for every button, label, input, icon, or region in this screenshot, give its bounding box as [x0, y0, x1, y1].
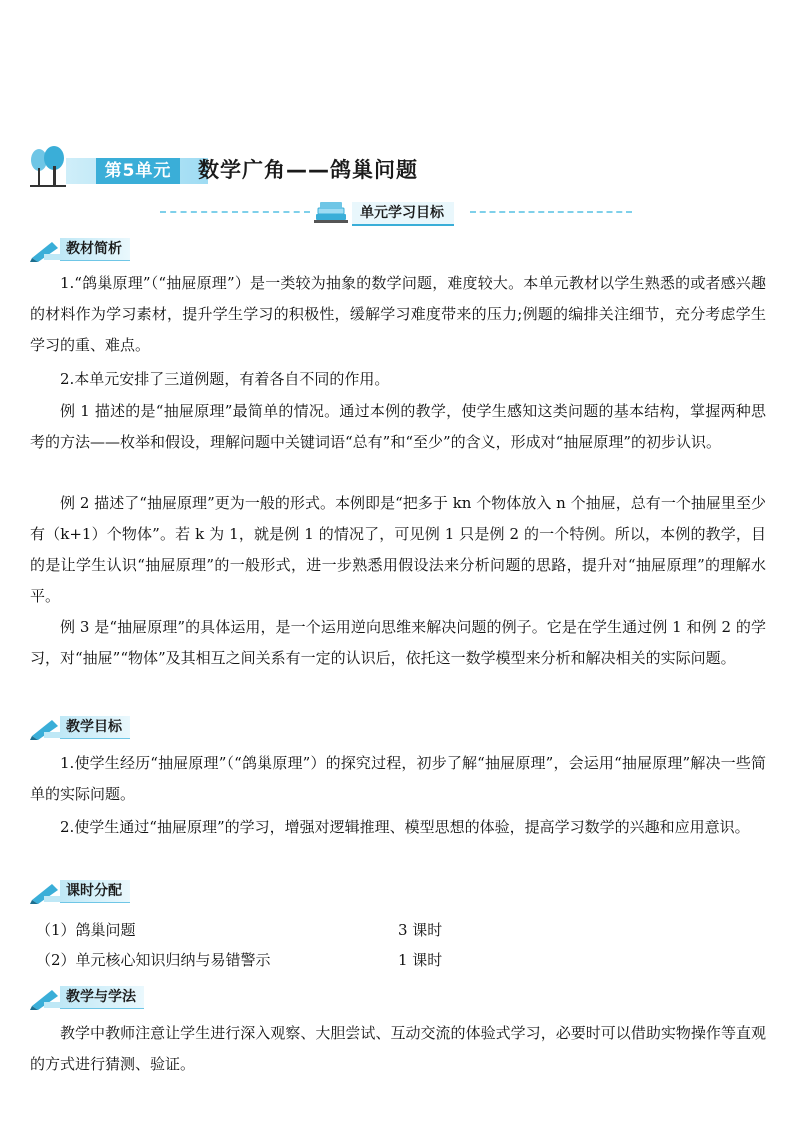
section-label: 教学与学法	[60, 986, 144, 1009]
section-label: 课时分配	[60, 880, 130, 903]
section-label: 教学目标	[60, 716, 130, 739]
section-tag-analysis	[30, 234, 160, 264]
divider	[470, 211, 632, 213]
unit-title: 数学广角——鸽巢问题	[198, 158, 418, 182]
pencil-icon	[30, 238, 64, 262]
section-label: 教材简析	[60, 238, 130, 261]
divider	[160, 211, 310, 213]
unit-badge	[66, 158, 208, 184]
paragraph: 例 1 描述的是“抽屉原理”最简单的情况。通过本例的教学，使学生感知这类问题的基本结构，掌握两种思考的方法——枚举和假设，理解问题中关键词语“总有”和“至少”的含义，形成对“抽屉原理”的初步认识。	[30, 402, 766, 451]
unit-header	[30, 146, 650, 190]
pencil-icon	[30, 880, 64, 904]
schedule-row-hours: 3 课时	[398, 921, 443, 939]
objectives-banner	[160, 198, 632, 228]
paragraph: 2.使学生通过“抽屉原理”的学习，增强对逻辑推理、模型思想的体验，提高学习数学的兴趣和应用意识。	[60, 818, 750, 836]
unit-number: 第5单元	[96, 158, 180, 184]
paragraph: 教学中教师注意让学生进行深入观察、大胆尝试、互动交流的体验式学习，必要时可以借助实物操作等直观的方式进行猜测、验证。	[30, 1024, 766, 1073]
tree-icon	[30, 146, 66, 188]
schedule-row-hours: 1 课时	[398, 951, 443, 969]
schedule-row-item: （2）单元核心知识归纳与易错警示	[36, 951, 271, 969]
section-tag-method	[30, 982, 160, 1012]
paragraph: 2.本单元安排了三道例题，有着各自不同的作用。	[60, 370, 390, 388]
paragraph: 例 2 描述了“抽屉原理”更为一般的形式。本例即是“把多于 kn 个物体放入 n 个抽屉，总有一个抽屉里至少有（k+1）个物体”。若 k 为 1，就是例 1 的情况了，可见例 1 只是例 2 的一个特例。所以，本例的教学，目的是让学生认识“抽屉原理”的一般形式，进一步熟悉用假设法来分析问题的思路，提升对“抽屉原理”的理解水平。	[30, 494, 766, 605]
pencil-icon	[30, 986, 64, 1010]
section-tag-goals	[30, 712, 160, 742]
objectives-label: 单元学习目标	[352, 202, 454, 226]
paragraph: 1.“鸽巢原理”（“抽屉原理”）是一类较为抽象的数学问题，难度较大。本单元教材以学生熟悉的或者感兴趣的材料作为学习素材，提升学生学习的积极性，缓解学习难度带来的压力;例题的编排关注细节，充分考虑学生学习的重、难点。	[30, 274, 766, 354]
section-tag-schedule	[30, 876, 160, 906]
paragraph: 1.使学生经历“抽屉原理”（“鸽巢原理”）的探究过程，初步了解“抽屉原理”，会运用“抽屉原理”解决一些简单的实际问题。	[30, 754, 766, 803]
pencil-icon	[30, 716, 64, 740]
books-icon	[312, 196, 350, 226]
schedule-row-item: （1）鸽巢问题	[36, 921, 136, 939]
paragraph: 例 3 是“抽屉原理”的具体运用，是一个运用逆向思维来解决问题的例子。它是在学生通过例 1 和例 2 的学习，对“抽屉”“物体”及其相互之间关系有一定的认识后，依托这一数学模型来分析和解决相关的实际问题。	[30, 618, 766, 667]
